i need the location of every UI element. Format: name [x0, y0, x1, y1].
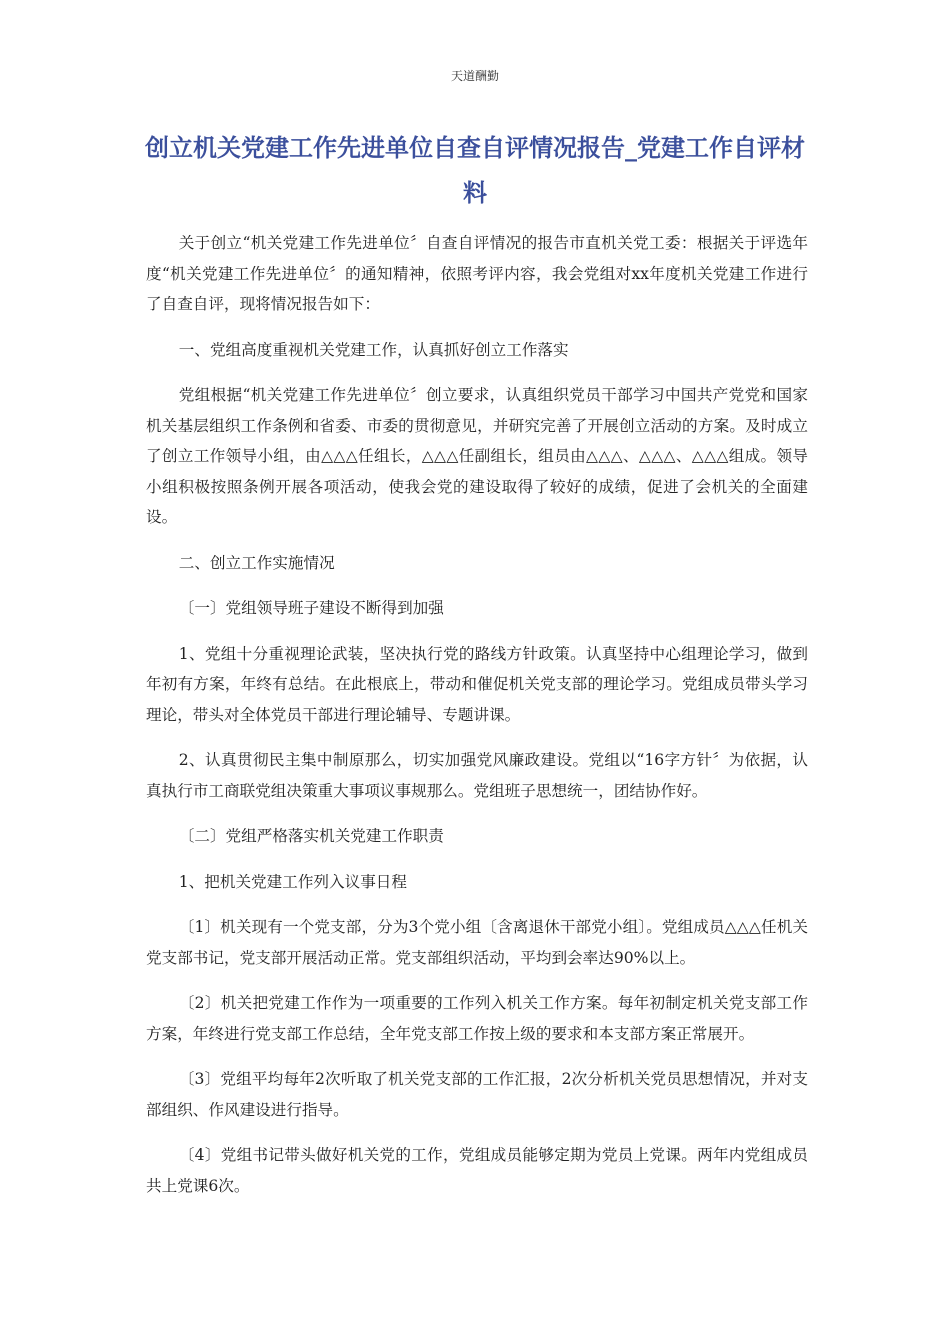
section-heading: 二、创立工作实施情况 [178, 553, 335, 572]
page-header: 天道酬勤 [450, 69, 499, 83]
paragraph: 党组根据“机关党建工作先进单位〞创立要求，认真组织党员干部学习中国共产党党和国家机关基层组织工作条例和省委、市委的贯彻意见，并研究完善了开展创立活动的方案。及时成立了创立工作领导小组，由△△△任组长，△△△任副组长，组员由△△△、△△△、△△△组成。领导小组积极按照条例开展各项活动，使我会党的建设取得了较好的成绩，促进了会机关的全面建设。 [146, 386, 808, 526]
paragraph: 〔1〕机关现有一个党支部，分为3个党小组〔含离退休干部党小组〕。党组成员△△△任机关党支部书记，党支部开展活动正常。党支部组织活动，平均到会率达90%以上。 [146, 918, 808, 967]
item-heading: 1、把机关党建工作列入议事日程 [178, 872, 407, 891]
paragraph: 关于创立“机关党建工作先进单位〞自查自评情况的报告市直机关党工委：根据关于评选年度“机关党建工作先进单位〞的通知精神，依照考评内容，我会党组对xx年度机关党建工作进行了自查自评，现将情况报告如下： [146, 234, 808, 313]
paragraph: 1、党组十分重视理论武装，坚决执行党的路线方针政策。认真坚持中心组理论学习，做到年初有方案，年终有总结。在此根底上，带动和催促机关党支部的理论学习。党组成员带头学习理论，带头对全体党员干部进行理论辅导、专题讲课。 [146, 644, 808, 724]
section-heading: 一、党组高度重视机关党建工作，认真抓好创立工作落实 [178, 340, 569, 359]
paragraph: 〔4〕党组书记带头做好机关党的工作，党组成员能够定期为党员上党课。两年内党组成员共上党课6次。 [146, 1146, 808, 1195]
subsection-heading: 〔一〕党组领导班子建设不断得到加强 [178, 599, 444, 617]
paragraph: 〔2〕机关把党建工作作为一项重要的工作列入机关工作方案。每年初制定机关党支部工作方案，年终进行党支部工作总结，全年党支部工作按上级的要求和本支部方案正常展开。 [146, 994, 808, 1043]
paragraph: 2、认真贯彻民主集中制原那么，切实加强党风廉政建设。党组以“16字方针〞为依据，认真执行市工商联党组决策重大事项议事规那么。党组班子思想统一，团结协作好。 [146, 751, 808, 800]
subsection-heading: 〔二〕党组严格落实机关党建工作职责 [178, 827, 444, 845]
paragraph: 〔3〕党组平均每年2次听取了机关党支部的工作汇报，2次分析机关党员思想情况，并对支部组织、作风建设进行指导。 [146, 1070, 808, 1119]
document-title: 创立机关党建工作先进单位自查自评情况报告_党建工作自评材料 [145, 134, 805, 207]
document-body [146, 228, 808, 1216]
